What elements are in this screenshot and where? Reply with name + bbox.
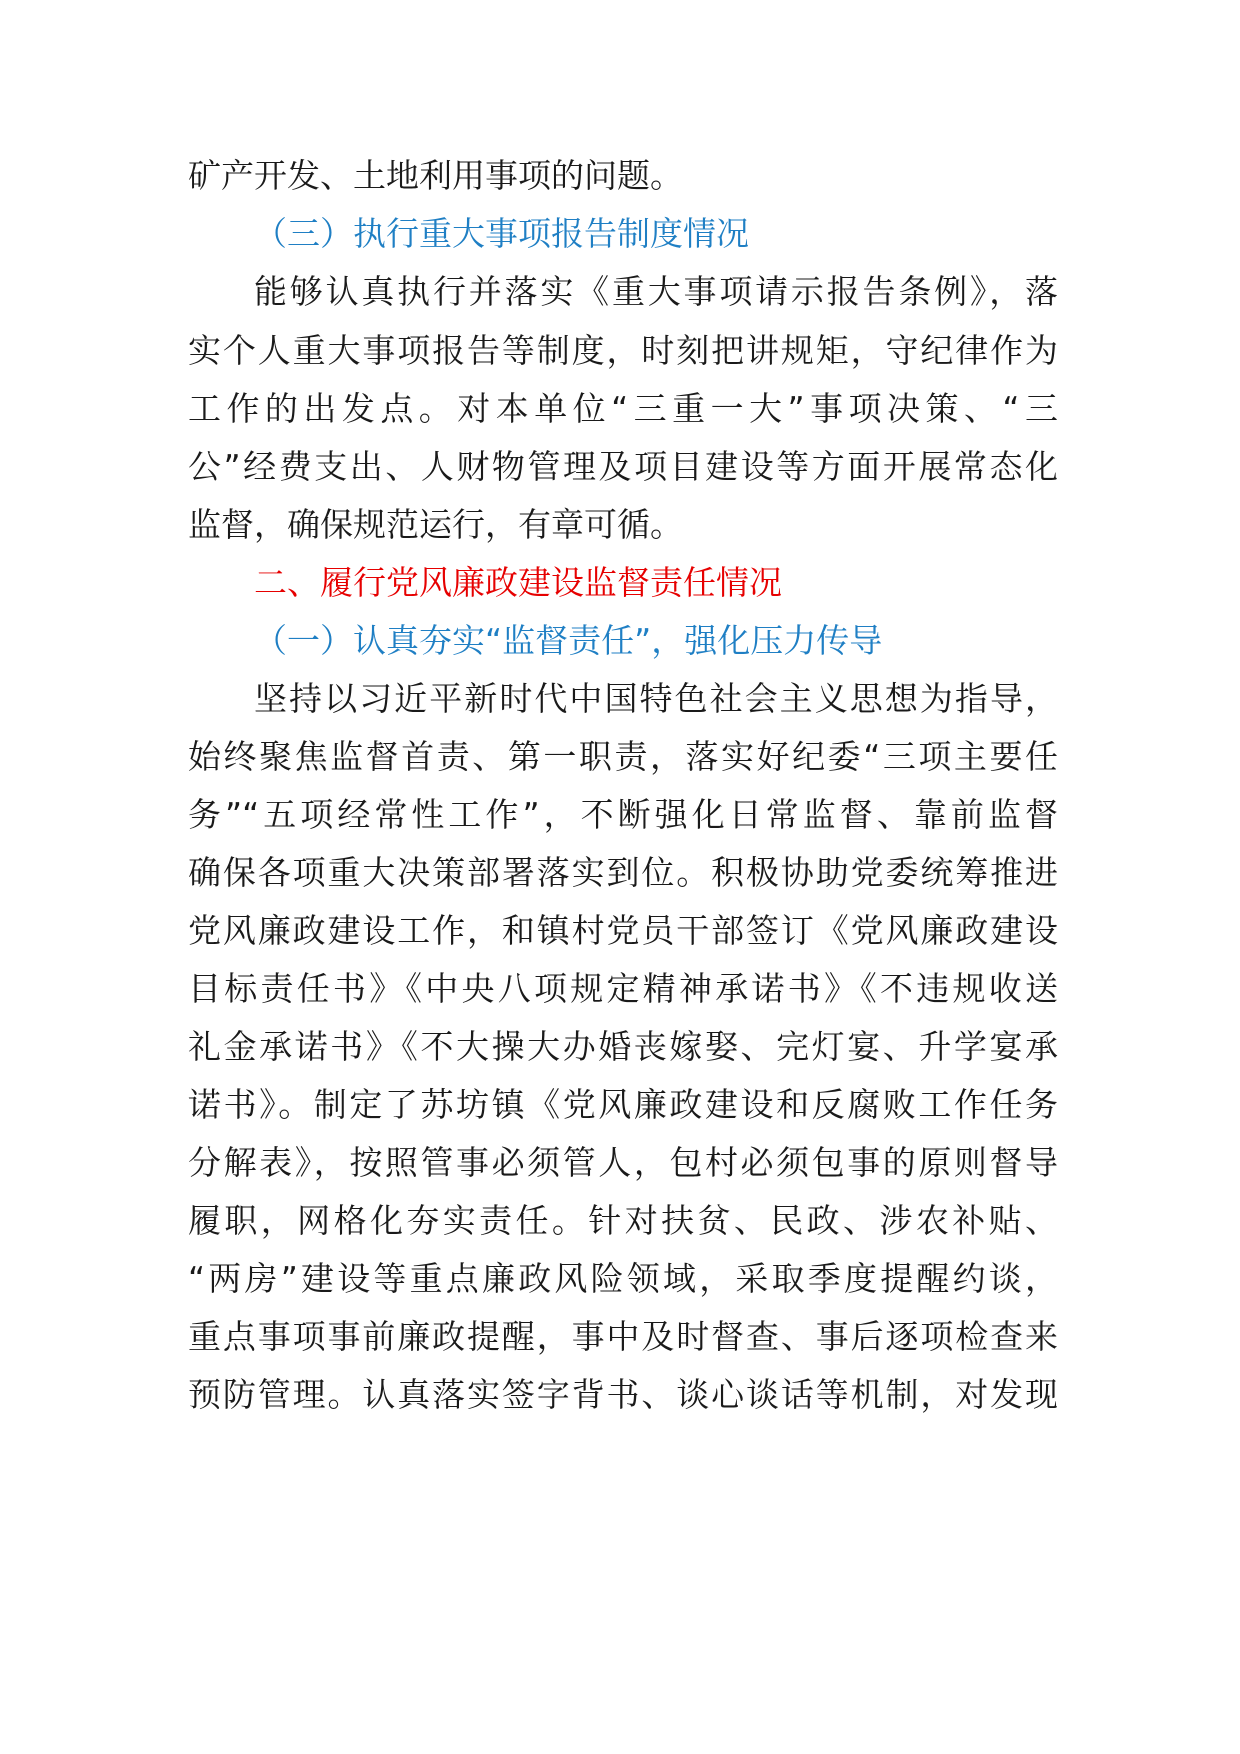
paragraph-line: 实个人重大事项报告等制度，时刻把讲规矩，守纪律作为 <box>188 331 1058 370</box>
paragraph-line: “两房”建设等重点廉政风险领域，采取季度提醒约谈， <box>188 1259 1058 1298</box>
paragraph-line: 监督，确保规范运行，有章可循。 <box>188 505 683 544</box>
paragraph-line: 党风廉政建设工作，和镇村党员干部签订《党风廉政建设 <box>188 911 1058 950</box>
paragraph-line: 目标责任书》《中央八项规定精神承诺书》《不违规收送 <box>188 969 1058 1008</box>
paragraph-line: 分解表》，按照管事必须管人，包村必须包事的原则督导 <box>188 1143 1058 1182</box>
paragraph-line: 公”经费支出、人财物管理及项目建设等方面开展常态化 <box>188 447 1058 486</box>
paragraph-line: 履职，网格化夯实责任。针对扶贫、民政、涉农补贴、 <box>188 1201 1058 1240</box>
paragraph-line: 矿产开发、土地利用事项的问题。 <box>188 156 683 195</box>
paragraph-line: 始终聚焦监督首责、第一职责，落实好纪委“三项主要任 <box>188 737 1058 776</box>
paragraph-line: 诺书》。制定了苏坊镇《党风廉政建设和反腐败工作任务 <box>188 1085 1058 1124</box>
section-heading-3: （三）执行重大事项报告制度情况 <box>254 214 749 253</box>
paragraph-line: 工作的出发点。对本单位“三重一大”事项决策、“三 <box>188 389 1058 428</box>
paragraph-line: 重点事项事前廉政提醒，事中及时督查、事后逐项检查来 <box>188 1317 1058 1356</box>
paragraph-line: 务”“五项经常性工作”，不断强化日常监督、靠前监督 <box>188 795 1058 834</box>
paragraph-line: 礼金承诺书》《不大操大办婚丧嫁娶、完灯宴、升学宴承 <box>188 1027 1058 1066</box>
part-heading-2: 二、履行党风廉政建设监督责任情况 <box>254 563 782 602</box>
paragraph-line: 确保各项重大决策部署落实到位。积极协助党委统筹推进 <box>188 853 1058 892</box>
paragraph-line: 坚持以习近平新时代中国特色社会主义思想为指导， <box>254 679 1058 718</box>
paragraph-line: 能够认真执行并落实《重大事项请示报告条例》，落 <box>254 272 1058 311</box>
section-heading-1: （一）认真夯实“监督责任”，强化压力传导 <box>254 621 883 660</box>
paragraph-line: 预防管理。认真落实签字背书、谈心谈话等机制，对发现 <box>188 1375 1058 1414</box>
